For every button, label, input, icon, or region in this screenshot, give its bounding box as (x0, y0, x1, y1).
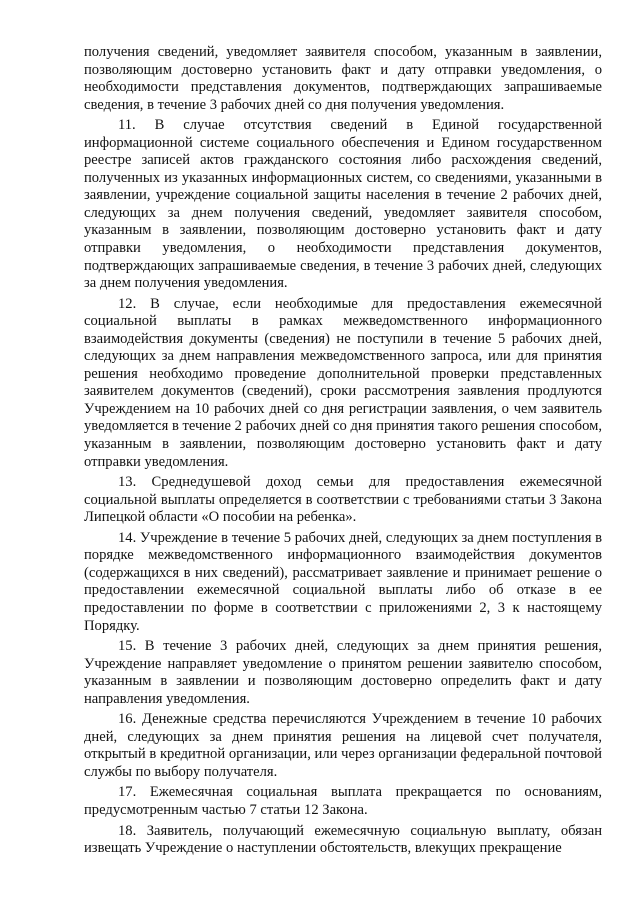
paragraph-14: 14. Учреждение в течение 5 рабочих дней, следующих за днем поступления в порядке межведомственного информационного взаимодействия документов (содержащихся в них сведений), рассматривает заявление и принимает решение о предоставлении ежемесячной социальной выплаты либо об отказе в ее предоставлении по форме в соответствии с приложениями 2, 3 к настоящему Порядку. (84, 529, 602, 634)
paragraph-16: 16. Денежные средства перечисляются Учреждением в течение 10 рабочих дней, следующих за днем принятия решения на лицевой счет получателя, открытый в кредитной организации, или через организации федеральной почтовой службы по выбору получателя. (84, 711, 602, 780)
paragraph-18: 18. Заявитель, получающий ежемесячную социальную выплату, обязан извещать Учреждение о наступлении обстоятельств, влекущих прекращение (84, 822, 602, 857)
paragraph-13: 13. Среднедушевой доход семьи для предоставления ежемесячной социальной выплаты определяется в соответствии с требованиями статьи 3 Закона Липецкой области «О пособии на ребенка». (84, 474, 602, 526)
paragraph-12: 12. В случае, если необходимые для предоставления ежемесячной социальной выплаты в рамках межведомственного информационного взаимодействия документы (сведения) не поступили в течение 5 рабочих дней, следующих за днем направления межведомственного запроса, или для принятия решения необходимо проведение дополнительной проверки представленных заявителем документов (сведений), сроки рассмотрения заявления продлуются Учреждением на 10 рабочих дней со дня регистрации заявления, о чем заявитель уведомляется в течение 2 рабочих дней со дня принятия такого решения способом, указанным в заявлении, позволяющим достоверно установить факт и дату отправки уведомления. (84, 295, 602, 470)
paragraph-continuation: получения сведений, уведомляет заявителя способом, указанным в заявлении, позволяющим достоверно установить факт и дату отправки уведомления, о необходимости представления документов, подтверждающих запрашиваемые сведения, в течение 3 рабочих дней со дня получения уведомления. (84, 44, 602, 113)
paragraph-15: 15. В течение 3 рабочих дней, следующих за днем принятия решения, Учреждение направляет уведомление о принятом решении заявителю способом, указанным в заявлении и позволяющим достоверно определить факт и дату направления уведомления. (84, 638, 602, 707)
paragraph-11: 11. В случае отсутствия сведений в Единой государственной информационной системе социального обеспечения и Едином государственном реестре записей актов гражданского состояния либо расхождения сведений, полученных из указанных информационных систем, со сведениями, указанными в заявлении, учреждение социальной защиты населения в течение 2 рабочих дней, следующих за днем получения сведений, уведомляет заявителя способом, указанным в заявлении, позволяющим достоверно установить факт и дату отправки уведомления, о необходимости представления документов, подтверждающих запрашиваемые сведения, в течение 3 рабочих дней, следующих за днем получения уведомления. (84, 117, 602, 292)
document-page (84, 44, 602, 861)
paragraph-17: 17. Ежемесячная социальная выплата прекращается по основаниям, предусмотренным частью 7 статьи 12 Закона. (84, 784, 602, 818)
